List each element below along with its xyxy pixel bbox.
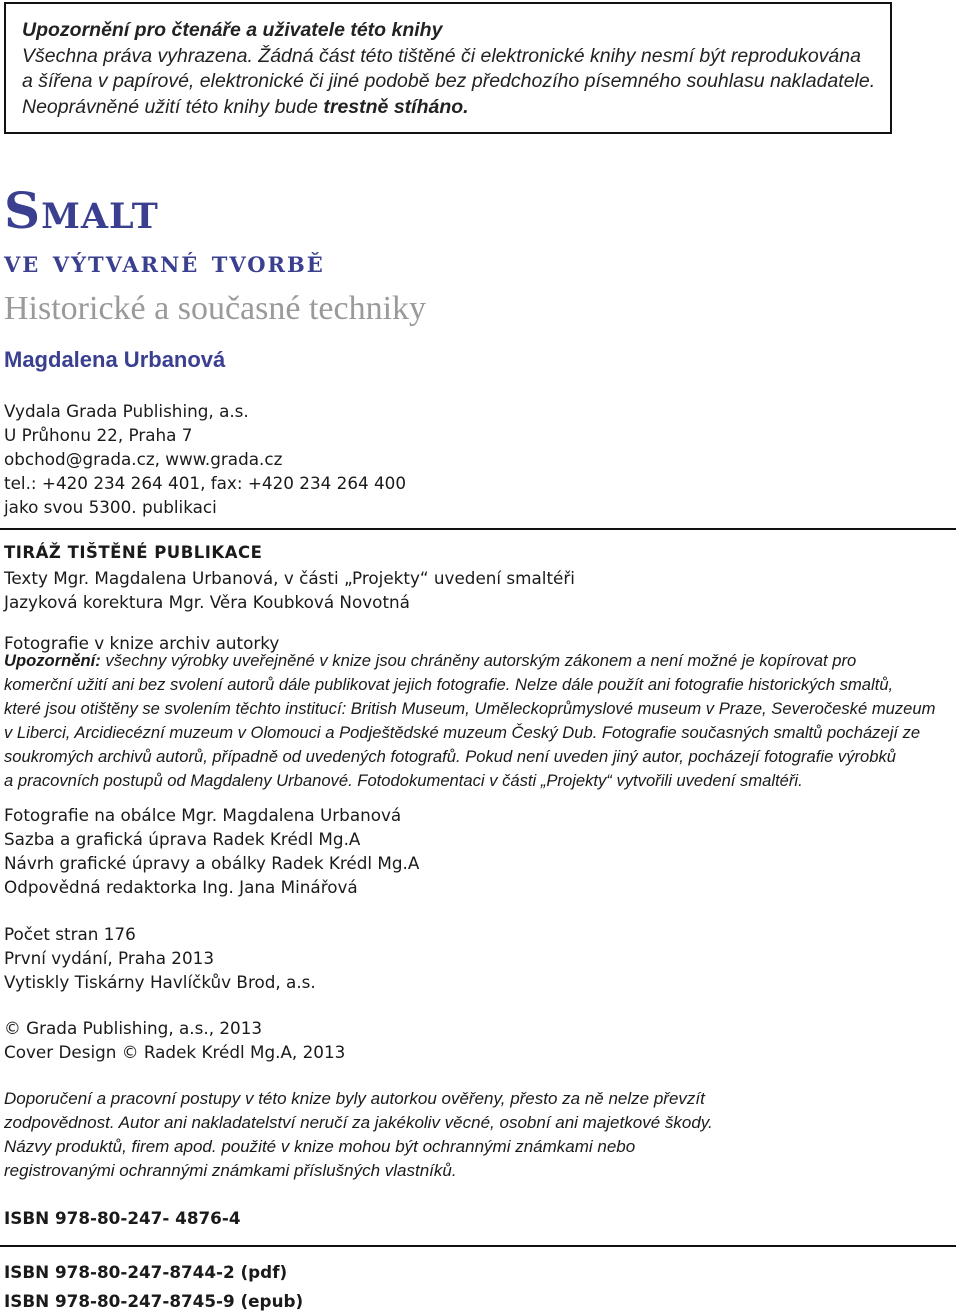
isbn-epub: ISBN 978-80-247-8745-9 (epub): [4, 1291, 304, 1311]
warning-line: které jsou otištěny se svolením těchto institucí: British Museum, Uměleckoprůmyslové museum v Praze, Severočeské muzeum: [4, 698, 936, 718]
book-title: Smalt: [4, 181, 159, 240]
notice-line-2: a šířena v papírové, elektronické či jiné podobě bez předchozího písemného souhlasu nakladatele.: [22, 70, 876, 92]
warning-label: Upozornění:: [4, 651, 101, 670]
publisher-line: jako svou 5300. publikaci: [4, 497, 217, 517]
copyright-lines: [4, 1016, 345, 1064]
warning-line: [4, 649, 956, 673]
notice-line-3: [22, 95, 874, 121]
credit-line: Texty Mgr. Magdalena Urbanová, v části „Projekty“ uvedení smaltéři: [4, 568, 575, 588]
disclaimer-line: registrovanými ochrannými známkami příslušných vlastníků.: [4, 1161, 457, 1180]
publisher-line: tel.: +420 234 264 401, fax: +420 234 264 400: [4, 473, 407, 493]
warning-line: komerční užití ani bez svolení autorů dále publikovat jejich fotografie. Nelze dále použít ani fotografie historických smaltů,: [4, 674, 894, 694]
edition-info: [4, 922, 316, 994]
publisher-line: obchod@grada.cz, www.grada.cz: [4, 449, 283, 469]
book-author: Magdalena Urbanová: [4, 347, 226, 372]
warning-line: v Liberci, Arcidiecézní muzeum v Olomouci a Podještědské muzeum Český Dub. Fotografie současných smaltů pocházejí ze: [4, 722, 921, 742]
isbn-print: ISBN 978-80-247- 4876-4: [4, 1208, 241, 1228]
notice-line-1: Všechna práva vyhrazena. Žádná část této tištěné či elektronické knihy nesmí být reprodukována: [22, 44, 861, 67]
production-line: Fotografie na obálce Mgr. Magdalena Urbanová: [4, 805, 402, 825]
notice-line-3-text: Neoprávněné užití této knihy bude: [22, 95, 324, 118]
imprint-heading: TIRÁŽ TIŠTĚNÉ PUBLIKACE: [4, 543, 263, 562]
production-line: Sazba a grafická úprava Radek Krédl Mg.A: [4, 829, 361, 849]
copyright-notice-box: [4, 2, 892, 134]
production-credits: [4, 803, 419, 899]
edition-line: První vydání, Praha 2013: [4, 948, 215, 968]
notice-title: Upozornění pro čtenáře a uživatele této knihy: [22, 19, 443, 41]
disclaimer-line: zodpovědnost. Autor ani nakladatelství neručí za jakékoliv věcné, osobní ani majetkové škody.: [4, 1113, 713, 1132]
copyright-line: © Grada Publishing, a.s., 2013: [4, 1018, 263, 1038]
photo-warning: [4, 649, 956, 792]
copyright-line: Cover Design © Radek Krédl Mg.A, 2013: [4, 1042, 346, 1062]
publisher-line: Vydala Grada Publishing, a.s.: [4, 401, 249, 421]
production-line: Návrh grafické úpravy a obálky Radek Krédl Mg.A: [4, 853, 420, 873]
disclaimer-line: Názvy produktů, firem apod. použité v knize mohou být ochrannými známkami nebo: [4, 1137, 636, 1156]
book-tagline: Historické a současné techniky: [4, 290, 427, 327]
warning-line: a pracovních postupů od Magdaleny Urbanové. Fotodokumentaci v části „Projekty“ vytvořili uvedení smaltéři.: [4, 770, 803, 790]
photo-credit-line: Fotografie v knize archiv autorky: [4, 633, 280, 653]
publisher-line: U Průhonu 22, Praha 7: [4, 425, 193, 445]
warning-text: všechny výrobky uveřejněné v knize jsou chráněny autorským zákonem a není možné je kopírovat pro: [100, 651, 857, 670]
text-credits: [4, 566, 575, 614]
warning-line: soukromých archivů autorů, případně od uvedených fotografů. Pokud není uveden jiný autor, pocházejí fotografie výrobků: [4, 746, 897, 766]
book-title-block: [4, 181, 427, 331]
disclaimer: [4, 1087, 713, 1183]
edition-line: Počet stran 176: [4, 924, 136, 944]
section-divider: [0, 528, 956, 530]
edition-line: Vytiskly Tiskárny Havlíčkův Brod, a.s.: [4, 972, 316, 992]
publisher-info: [4, 399, 406, 519]
book-subtitle: ve výtvarné tvorbě: [4, 245, 325, 280]
production-line: Odpovědná redaktorka Ing. Jana Minářová: [4, 877, 358, 897]
credit-line: Jazyková korektura Mgr. Věra Koubková Novotná: [4, 592, 410, 612]
notice-emphasis: trestně stíháno.: [323, 95, 469, 118]
disclaimer-line: Doporučení a pracovní postupy v této knize byly autorkou ověřeny, přesto za ně nelze převzít: [4, 1089, 705, 1108]
isbn-pdf: ISBN 978-80-247-8744-2 (pdf): [4, 1262, 288, 1282]
isbn-divider: [0, 1245, 956, 1247]
